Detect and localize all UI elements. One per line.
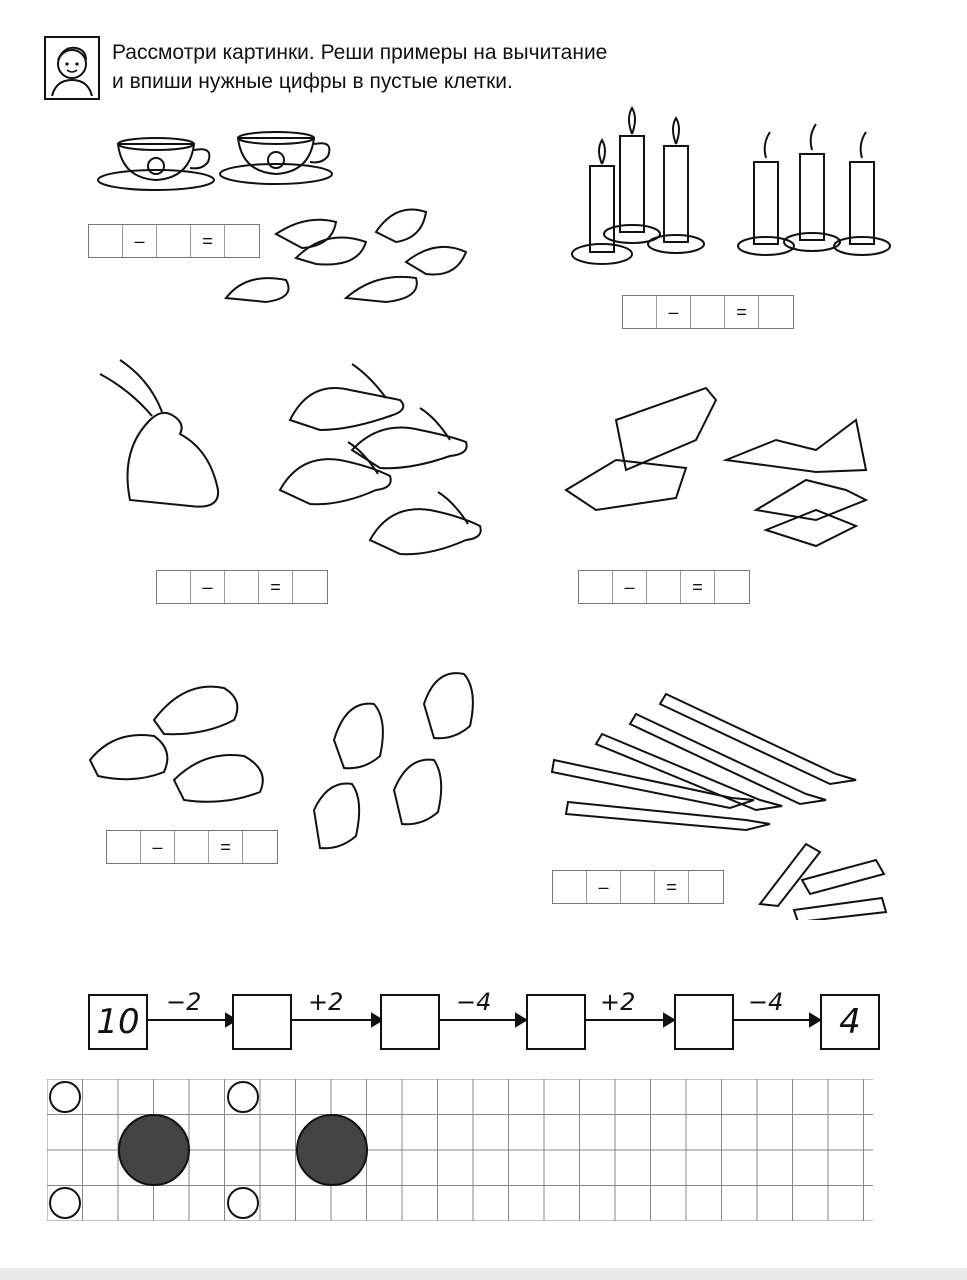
candle-icon (566, 96, 906, 272)
answer-cell[interactable] (89, 225, 123, 257)
answer-cell[interactable] (107, 831, 141, 863)
hare-icon (90, 350, 500, 590)
chain-end: 4 (820, 994, 880, 1050)
equals-sign: = (681, 571, 715, 603)
chain-start: 10 (88, 994, 148, 1050)
minus-sign: – (587, 871, 621, 903)
drawing-grid[interactable] (47, 1079, 873, 1221)
equation-frogs (106, 830, 278, 864)
chain-answer-box[interactable] (526, 994, 586, 1050)
chain-answer-box[interactable] (380, 994, 440, 1050)
equation-pencils (552, 870, 724, 904)
answer-cell[interactable] (225, 571, 259, 603)
equals-sign: = (191, 225, 225, 257)
answer-cell[interactable] (647, 571, 681, 603)
answer-cell[interactable] (293, 571, 327, 603)
instructions-line-2: и впиши нужные цифры в пустые клетки. (112, 70, 513, 93)
chain-op-5: −4 (748, 988, 784, 1016)
instructions (112, 38, 812, 96)
chain-op-3: −4 (456, 988, 492, 1016)
answer-cell[interactable] (157, 571, 191, 603)
answer-cell[interactable] (579, 571, 613, 603)
answer-cell[interactable] (157, 225, 191, 257)
footer-bar (0, 1268, 967, 1280)
equals-sign: = (209, 831, 243, 863)
chain-answer-box[interactable] (232, 994, 292, 1050)
minus-sign: – (123, 225, 157, 257)
minus-sign: – (141, 831, 175, 863)
equals-sign: = (259, 571, 293, 603)
instructions-line-1: Рассмотри картинки. Реши примеры на вычитание (112, 41, 608, 64)
answer-cell[interactable] (691, 296, 725, 328)
equation-candies (578, 570, 750, 604)
chain-op-2: +2 (308, 988, 344, 1016)
equals-sign: = (655, 871, 689, 903)
equation-cups (88, 224, 260, 258)
candy-icon (556, 380, 876, 560)
equation-hares (156, 570, 328, 604)
answer-cell[interactable] (621, 871, 655, 903)
answer-cell[interactable] (243, 831, 277, 863)
child-face-icon (44, 36, 100, 100)
answer-cell[interactable] (175, 831, 209, 863)
equals-sign: = (725, 296, 759, 328)
minus-sign: – (191, 571, 225, 603)
teacup-icon (96, 122, 476, 322)
chain-op-4: +2 (600, 988, 636, 1016)
answer-cell[interactable] (553, 871, 587, 903)
chain-op-1: −2 (166, 988, 202, 1016)
answer-cell[interactable] (225, 225, 259, 257)
chain-answer-box[interactable] (674, 994, 734, 1050)
equation-candles (622, 295, 794, 329)
minus-sign: – (657, 296, 691, 328)
answer-cell[interactable] (623, 296, 657, 328)
minus-sign: – (613, 571, 647, 603)
answer-cell[interactable] (759, 296, 793, 328)
answer-cell[interactable] (689, 871, 723, 903)
answer-cell[interactable] (715, 571, 749, 603)
